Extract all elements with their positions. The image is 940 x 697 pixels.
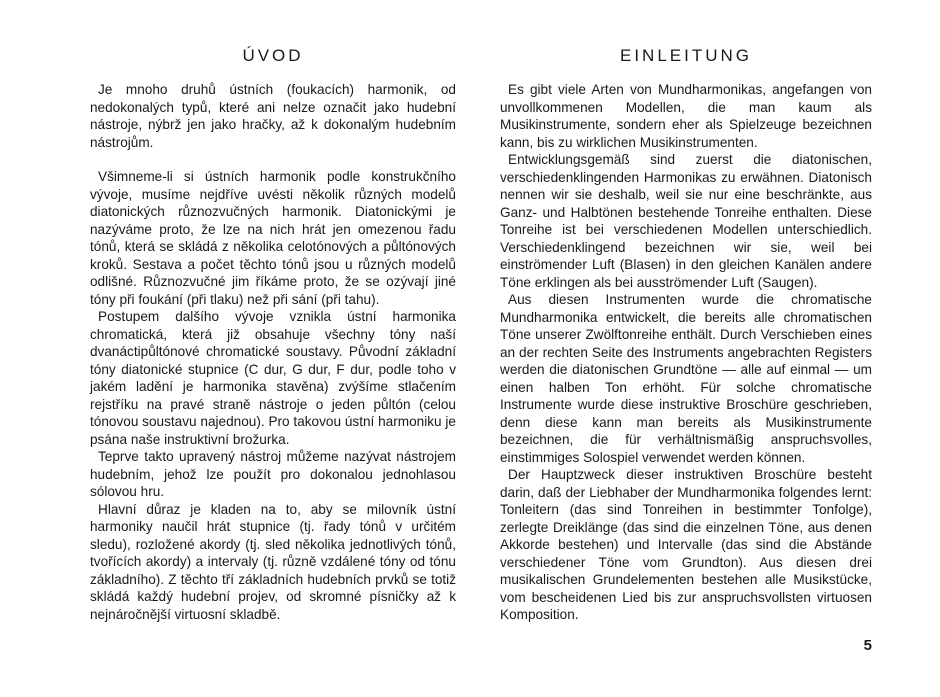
german-body — [500, 81, 872, 624]
czech-paragraph-5: Hlavní důraz je kladen na to, aby se milovník ústní harmoniky naučil hrát stupnice (tj. řady tónů v určitém sledu), rozložené akordy (tj. sled několika jednotlivých tónů, tvořících akordy) a intervaly (tj. různě vzdálené tóny od tónu základního). Z těchto tří základních hudebních prvků se totiž skládá každý hudební projev, od skromné písničky až k nejnáročnější virtuosní skladbě. — [90, 501, 456, 622]
german-paragraph-4: Der Hauptzweck dieser instruktiven Broschüre besteht darin, daß der Liebhaber der Mundharmonika folgendes lernt: Tonleitern (das sind Tonreihen in bestimmter Tonfolge), zerlegte Dreiklänge (das sind die einzelnen Töne, aus denen Akkorde bestehen) und Intervalle (das sind die Abstände verschiedener Töne vom Grundton). Aus diesen drei musikalischen Grundelementen bestehen alle Musikstücke, vom bescheidenen Lied bis zur anspruchsvollsten virtuosen Komposition. — [500, 467, 872, 622]
czech-paragraph-3: Postupem dalšího vývoje vznikla ústní harmonika chromatická, která již obsahuje všechny tóny naší dvanáctipůltónové chromatické soustavy. Původní základní tóny diatonické stupnice (C dur, G dur, F dur, podle toho v jakém ladění je harmonika stavěna) zvýšíme stlačením rejstříku na pravé straně nástroje o jeden půltón (celou tónovou soustavu najednou). Pro takovou ústní harmoniku je psána naše instruktivní brožurka. — [90, 309, 456, 447]
czech-heading: ÚVOD — [242, 46, 304, 65]
czech-body — [90, 81, 456, 623]
czech-paragraph-1: Je mnoho druhů ústních (foukacích) harmonik, od nedokonalých typů, které ani nelze označit jako hudební nástroje, nýbrž jen jako hračky, až k dokonalým hudebním nástrojům. — [90, 82, 456, 150]
page-number: 5 — [863, 637, 872, 654]
czech-paragraph-4: Teprve takto upravený nástroj můžeme nazývat nástrojem hudebním, jehož lze použít pro dokonalou jednohlasou sólovou hru. — [90, 449, 456, 499]
german-paragraph-1: Es gibt viele Arten von Mundharmonikas, angefangen von unvollkommenen Modellen, die man kaum als Musikinstrumente, sondern eher als Spielzeuge bezeichnen kann, bis zu wirklichen Musikinstrumenten. — [500, 82, 872, 150]
german-paragraph-3: Aus diesen Instrumenten wurde die chromatische Mundharmonika entwickelt, die bereits alle chromatischen Töne unserer Zwölftonreihe enthält. Durch Verschieben eines an der rechten Seite des Instruments angebrachten Registers werden die diatonischen Grundtöne — alle auf einmal — um einen halben Ton erhöht. Für solche chromatische Instrumente wurde diese instruktive Broschüre geschrieben, denn diese kann man bereits als Musikinstrumente bezeichnen, die für verhältnismäßig anspruchsvolles, einstimmiges Solospiel verwendet werden können. — [500, 292, 872, 465]
german-paragraph-2: Entwicklungsgemäß sind zuerst die diatonischen, verschiedenklingenden Harmonikas zu erwähnen. Diatonisch nennen wir sie deshalb, weil sie nur eine beschränkte, aus Ganz- und Halbtönen bestehende Tonreihe enthalten. Diese Tonreihe ist bei verschiedenen Modellen unterschiedlich. Verschiedenklingend bezeichnen wir sie, weil bei einströmender Luft (Blasen) in den gleichen Kanälen andere Töne erklingen als bei ausströmender Luft (Saugen). — [500, 152, 872, 290]
czech-paragraph-2: Všimneme-li si ústních harmonik podle konstrukčního vývoje, musíme nejdříve uvésti několik různých modelů diatonických různozvučných harmonik. Diatonickými je nazýváme proto, že lze na nich hrát jen omezenou řadu tónů, která se skládá z několika celotónových a půltónových kroků. Sestava a počet těchto tónů jsou u různých modelů odlišné. Různozvučné jim říkáme proto, že se ozývají jiné tóny při foukání (při tlaku) než při sání (při tahu). — [90, 169, 456, 307]
german-heading: EINLEITUNG — [619, 46, 753, 65]
